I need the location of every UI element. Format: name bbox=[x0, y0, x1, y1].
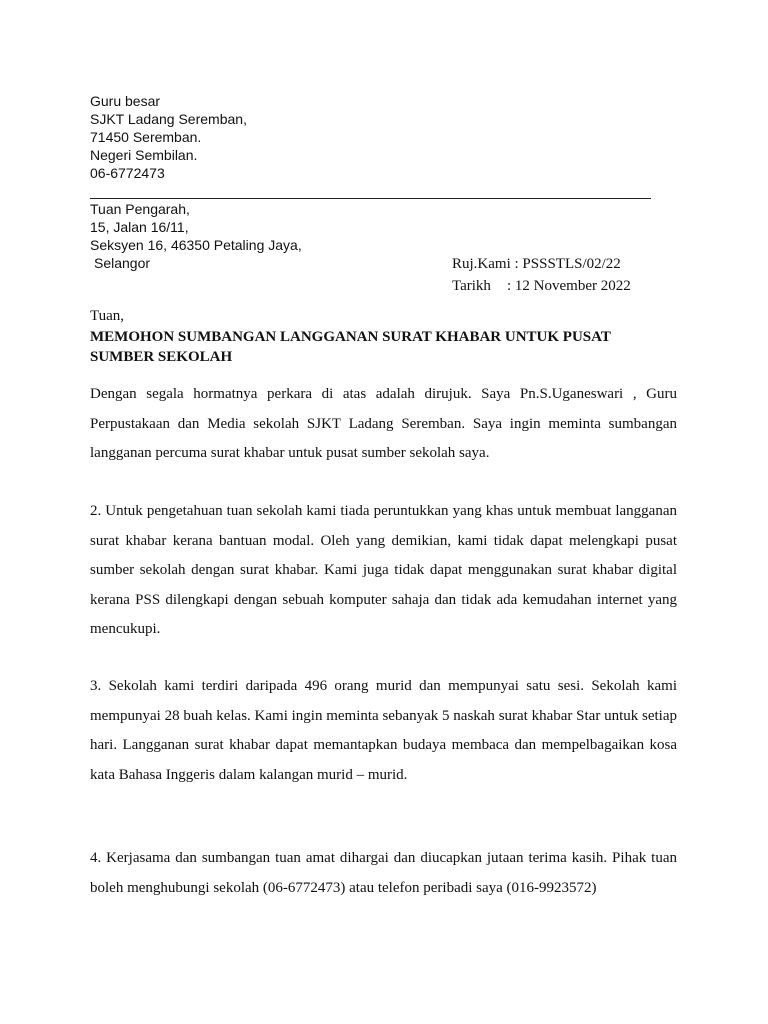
reference-label: Ruj.Kami bbox=[452, 256, 511, 272]
recipient-area: Seksyen 16, 46350 Petaling Jaya, bbox=[90, 237, 302, 253]
date-line: Tarikh : 12 November 2022 bbox=[452, 275, 631, 297]
sender-school: SJKT Ladang Seremban, bbox=[90, 111, 247, 127]
body-paragraph-1: Dengan segala hormatnya perkara di atas adalah dirujuk. Saya Pn.S.Uganeswari , Guru Perpustakaan dan Media sekolah SJKT Ladang Seremban. Saya ingin meminta sumbangan langganan percuma surat khabar untuk pusat sumber sekolah saya. bbox=[90, 386, 677, 461]
salutation: Tuan, bbox=[90, 308, 125, 324]
letter-subject: MEMOHON SUMBANGAN LANGGANAN SURAT KHABAR UNTUK PUSAT SUMBER SEKOLAH bbox=[90, 329, 611, 365]
reference-value: PSSSTLS/02/22 bbox=[522, 256, 621, 272]
recipient-title: Tuan Pengarah, bbox=[90, 201, 190, 217]
sender-postcode-city: 71450 Seremban. bbox=[90, 129, 202, 145]
reference-line: Ruj.Kami : PSSSTLS/02/22 bbox=[452, 256, 621, 272]
reference-block bbox=[452, 253, 631, 297]
sender-phone: 06-6772473 bbox=[90, 165, 165, 181]
date-value: 12 November 2022 bbox=[514, 278, 631, 294]
recipient-state: Selangor bbox=[94, 255, 151, 271]
body-paragraph-4: 4. Kerjasama dan sumbangan tuan amat dihargai dan diucapkan jutaan terima kasih. Pihak tuan boleh menghubungi sekolah (06-6772473) atau telefon peribadi saya (016-9923572) bbox=[90, 850, 677, 896]
recipient-address bbox=[90, 200, 302, 272]
sender-state: Negeri Sembilan. bbox=[90, 147, 198, 163]
body-paragraph-3: 3. Sekolah kami terdiri daripada 496 orang murid dan mempunyai satu sesi. Sekolah kami mempunyai 28 buah kelas. Kami ingin meminta sebanyak 5 naskah surat khabar Star untuk setiap hari. Langganan surat khabar dapat memantapkan budaya membaca dan mempelbagaikan kosa kata Bahasa Inggeris dalam kalangan murid – murid. bbox=[90, 678, 677, 783]
body-paragraph-2: 2. Untuk pengetahuan tuan sekolah kami tiada peruntukkan yang khas untuk membuat langganan surat khabar kerana bantuan modal. Oleh yang demikian, kami tidak dapat melengkapi pusat sumber sekolah dengan surat khabar. Kami juga tidak dapat menggunakan surat khabar digital kerana PSS dilengkapi dengan sebuah komputer sahaja dan tidak ada kemudahan internet yang mencukupi. bbox=[90, 503, 677, 637]
sender-title: Guru besar bbox=[90, 93, 161, 109]
sender-address bbox=[90, 92, 247, 182]
recipient-street: 15, Jalan 16/11, bbox=[90, 219, 189, 235]
date-label: Tarikh bbox=[452, 278, 491, 294]
address-divider bbox=[90, 198, 651, 199]
